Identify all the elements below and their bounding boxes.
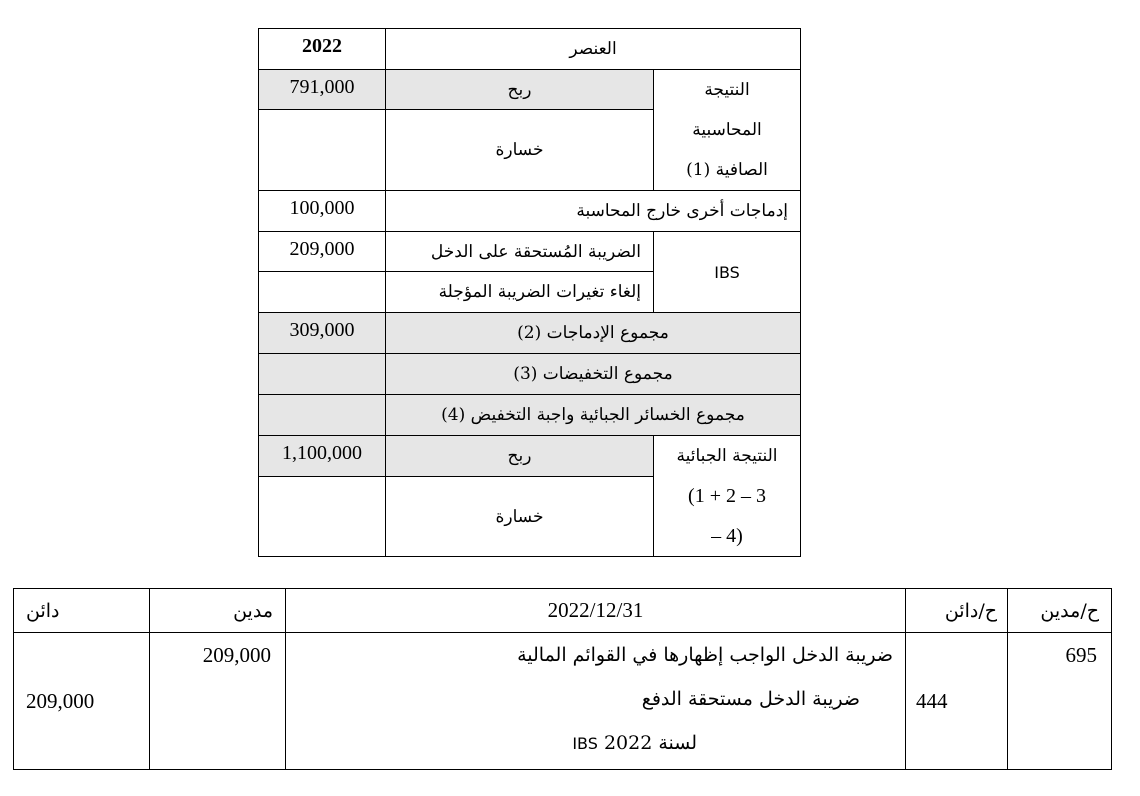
deferred-tax-value xyxy=(259,272,386,313)
debit-column-header: مدين xyxy=(150,589,286,633)
entry-description xyxy=(286,633,906,770)
accounting-profit-label: ربح xyxy=(386,70,654,110)
entry-line-2: ضريبة الدخل مستحقة الدفع xyxy=(641,688,860,710)
entry-date: 2022/12/31 xyxy=(286,589,906,633)
entry-line-3-year: لسنة 2022 xyxy=(603,732,697,754)
accounting-result-line-3: الصافية (1) xyxy=(686,160,768,180)
tax-due-value: 209,000 xyxy=(259,232,386,272)
credit-account-header: ح/دائن xyxy=(906,589,1008,633)
accounting-result-line-2: المحاسبية xyxy=(692,120,762,140)
fiscal-loss-value xyxy=(259,477,386,557)
fiscal-formula-line-1: (1 + 2 – 3 xyxy=(688,485,766,507)
fiscal-profit-label: ربح xyxy=(386,436,654,477)
total-addbacks-value: 309,000 xyxy=(259,313,386,354)
fiscal-profit-value: 1,100,000 xyxy=(259,436,386,477)
tax-result-table xyxy=(258,28,801,557)
credit-amount: 209,000 xyxy=(14,633,150,770)
deferred-tax-label: إلغاء تغيرات الضريبة المؤجلة xyxy=(386,272,654,313)
journal-entry-table xyxy=(13,588,1112,770)
other-addbacks-value: 100,000 xyxy=(259,191,386,232)
accounting-profit-value: 791,000 xyxy=(259,70,386,110)
accounting-loss-value xyxy=(259,110,386,191)
header-year: 2022 xyxy=(259,29,386,70)
accounting-result-label xyxy=(654,70,801,191)
total-losses-value xyxy=(259,395,386,436)
other-addbacks-label: إدماجات أخرى خارج المحاسبة xyxy=(386,191,801,232)
entry-line-3 xyxy=(286,729,905,769)
fiscal-result-line-1: النتيجة الجبائية xyxy=(676,446,778,466)
debit-account-number: 695 xyxy=(1008,633,1112,770)
fiscal-result-label xyxy=(654,436,801,557)
total-deductions-label: مجموع التخفيضات (3) xyxy=(386,354,801,395)
debit-account-header: ح/مدين xyxy=(1008,589,1112,633)
entry-line-3-ibs: IBS xyxy=(572,734,598,753)
total-losses-label: مجموع الخسائر الجبائية واجبة التخفيض (4) xyxy=(386,395,801,436)
accounting-result-line-1: النتيجة xyxy=(704,80,750,100)
fiscal-formula-line-2: – 4) xyxy=(711,525,743,547)
total-deductions-value xyxy=(259,354,386,395)
accounting-loss-label: خسارة xyxy=(386,110,654,191)
tax-due-label: الضريبة المُستحقة على الدخل xyxy=(386,232,654,272)
credit-column-header: دائن xyxy=(14,589,150,633)
fiscal-loss-label: خسارة xyxy=(386,477,654,557)
ibs-label: IBS xyxy=(654,232,801,313)
entry-line-1: ضريبة الدخل الواجب إظهارها في القوائم المالية xyxy=(517,644,893,666)
credit-account-number: 444 xyxy=(906,633,1008,770)
header-item: العنصر xyxy=(386,29,801,70)
total-addbacks-label: مجموع الإدماجات (2) xyxy=(386,313,801,354)
debit-amount: 209,000 xyxy=(150,633,286,770)
